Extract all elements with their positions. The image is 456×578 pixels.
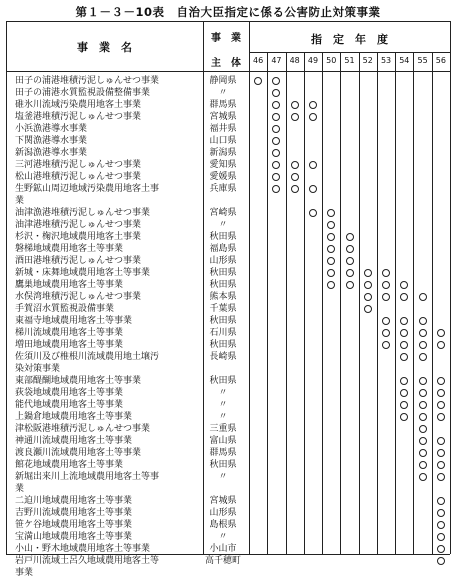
designation-mark-46 <box>254 77 262 85</box>
designation-mark-56 <box>437 329 445 337</box>
year-header-52: 52 <box>362 56 373 65</box>
designation-mark-50 <box>327 221 335 229</box>
project-entity: 〃 <box>218 412 228 422</box>
project-name: 宝満山地域農用地客土等事業 <box>15 532 133 542</box>
project-name: 磐梯地域農用地客土等事業 <box>15 244 124 254</box>
project-name: 下関漁港導水事業 <box>15 136 88 146</box>
project-entity: 熊本県 <box>209 292 237 302</box>
designation-mark-56 <box>437 389 445 397</box>
designation-mark-47 <box>272 113 280 121</box>
designation-mark-55 <box>419 341 427 349</box>
designation-mark-48 <box>291 161 299 169</box>
designation-mark-52 <box>364 281 372 289</box>
project-col-header: 事 業 名 <box>77 41 132 54</box>
project-entity: 秋田県 <box>209 232 237 242</box>
designation-mark-51 <box>346 245 354 253</box>
project-name: 酒田港堆積汚泥しゅんせつ事業 <box>15 256 142 266</box>
designation-mark-54 <box>400 377 408 385</box>
project-name: 笹ケ谷地域農用地客土等事業 <box>15 520 133 530</box>
year-col-divider <box>340 52 341 554</box>
designation-mark-50 <box>327 209 335 217</box>
project-entity: 秋田県 <box>209 340 237 350</box>
project-name: 田子の浦港水質監視設備整備事業 <box>15 88 151 98</box>
designation-mark-56 <box>437 437 445 445</box>
designation-mark-47 <box>272 185 280 193</box>
project-name: 能代地域農用地客土等事業 <box>15 400 124 410</box>
project-name: 新堀出来川上流地域農用地客土等事 <box>15 472 160 482</box>
project-name: 杉沢・椈沢地域農用地客土事業 <box>15 232 142 242</box>
project-entity: 〃 <box>218 472 228 482</box>
years-group-header: 指 定 年 度 <box>311 33 388 46</box>
project-name: 油津港堆積汚泥しゅんせつ事業 <box>15 220 142 230</box>
year-header-47: 47 <box>271 56 282 65</box>
designation-mark-49 <box>309 185 317 193</box>
project-entity: 〃 <box>218 220 228 230</box>
year-col-divider <box>377 52 378 554</box>
designation-mark-54 <box>400 389 408 397</box>
designation-mark-50 <box>327 245 335 253</box>
designation-mark-48 <box>291 113 299 121</box>
designation-mark-54 <box>400 329 408 337</box>
year-col-divider <box>322 52 323 554</box>
designation-mark-56 <box>437 497 445 505</box>
designation-mark-50 <box>327 269 335 277</box>
project-entity: 兵庫県 <box>209 184 237 194</box>
year-col-divider <box>395 52 396 554</box>
designation-mark-55 <box>419 437 427 445</box>
designation-mark-47 <box>272 101 280 109</box>
project-name: 手賀沼水質監視設備事業 <box>15 304 115 314</box>
project-entity: 福島県 <box>209 244 237 254</box>
year-header-48: 48 <box>289 56 300 65</box>
project-name: 東福寺地域農用地客土等事業 <box>15 316 133 326</box>
designation-mark-47 <box>272 125 280 133</box>
project-name: 水俣湾堆積汚泥しゅんせつ事業 <box>15 292 142 302</box>
designation-mark-47 <box>272 137 280 145</box>
designation-mark-50 <box>327 281 335 289</box>
designation-mark-51 <box>346 269 354 277</box>
project-name: 東部醍醐地域農用地客土等事業 <box>15 376 142 386</box>
year-col-divider <box>413 52 414 554</box>
designation-mark-53 <box>382 293 390 301</box>
designation-mark-56 <box>437 341 445 349</box>
project-name-continuation: 染対策事業 <box>15 364 61 374</box>
year-col-divider <box>267 52 268 554</box>
project-entity: 石川県 <box>209 328 237 338</box>
project-entity: 山形県 <box>209 508 237 518</box>
project-name: 上鍋倉地域農用地客土等事業 <box>15 412 133 422</box>
year-col-divider <box>286 52 287 554</box>
project-entity: 小山市 <box>209 544 237 554</box>
year-group-divider <box>249 52 450 53</box>
designation-mark-48 <box>291 185 299 193</box>
designation-mark-55 <box>419 401 427 409</box>
project-entity: 愛媛県 <box>209 172 237 182</box>
designation-mark-55 <box>419 377 427 385</box>
designation-mark-55 <box>419 389 427 397</box>
designation-mark-49 <box>309 101 317 109</box>
project-name: 荻袋地域農用地客土等事業 <box>15 388 124 398</box>
designation-mark-55 <box>419 293 427 301</box>
project-entity: 群馬県 <box>209 448 237 458</box>
designation-mark-51 <box>346 281 354 289</box>
designation-mark-47 <box>272 77 280 85</box>
designation-mark-55 <box>419 425 427 433</box>
project-entity: 〃 <box>218 532 228 542</box>
designation-mark-55 <box>419 461 427 469</box>
project-name: 鷹巣地域農用地客土等事業 <box>15 280 124 290</box>
designation-mark-47 <box>272 173 280 181</box>
designation-mark-52 <box>364 305 372 313</box>
project-entity: 長崎県 <box>209 352 237 362</box>
designation-mark-49 <box>309 113 317 121</box>
project-name: 増田地域農用地客土等事業 <box>15 340 124 350</box>
project-name: 小浜漁港導水事業 <box>15 124 88 134</box>
project-name: 吉野川流域農用地客土等事業 <box>15 508 133 518</box>
project-entity: 宮崎県 <box>209 208 237 218</box>
project-name: 生野鉱山周辺地域汚染農用地客土事 <box>15 184 160 194</box>
table-bottom-border <box>6 554 450 555</box>
project-entity: 秋田県 <box>209 280 237 290</box>
project-entity: 秋田県 <box>209 316 237 326</box>
project-name-continuation: 業 <box>15 484 25 494</box>
designation-mark-50 <box>327 233 335 241</box>
project-entity: 島根県 <box>209 520 237 530</box>
designation-mark-50 <box>327 257 335 265</box>
designation-mark-56 <box>437 533 445 541</box>
designation-mark-56 <box>437 401 445 409</box>
designation-mark-47 <box>272 149 280 157</box>
project-name: 岩戸川流域土呂久地域農用地客土等 <box>15 556 160 566</box>
project-entity: 秋田県 <box>209 460 237 470</box>
year-header-50: 50 <box>326 56 337 65</box>
project-entity: 秋田県 <box>209 268 237 278</box>
designation-mark-53 <box>382 329 390 337</box>
project-name: 佐須川及び椎根川流域農用地土壌汚 <box>15 352 160 362</box>
designation-mark-54 <box>400 281 408 289</box>
project-entity: 高千穂町 <box>204 556 241 566</box>
project-name: 津松阪港堆積汚泥しゅんせつ事業 <box>15 424 151 434</box>
designation-mark-55 <box>419 413 427 421</box>
designation-mark-56 <box>437 473 445 481</box>
project-name: 田子の浦港堆積汚泥しゅんせつ事業 <box>15 76 160 86</box>
project-name: 神通川流域農用地客土等事業 <box>15 436 133 446</box>
year-col-divider <box>359 52 360 554</box>
project-entity: 山口県 <box>209 136 237 146</box>
project-entity: 〃 <box>218 388 228 398</box>
designation-mark-47 <box>272 89 280 97</box>
entity-col-divider <box>249 21 250 554</box>
year-header-54: 54 <box>399 56 410 65</box>
project-entity: 千葉県 <box>209 304 237 314</box>
designation-mark-55 <box>419 317 427 325</box>
designation-mark-54 <box>400 413 408 421</box>
designation-mark-56 <box>437 461 445 469</box>
table-title: 第１－３－10表 自治大臣指定に係る公害防止対策事業 <box>75 5 381 19</box>
designation-mark-54 <box>400 293 408 301</box>
project-entity: 富山県 <box>209 436 237 446</box>
project-entity: 静岡県 <box>209 76 237 86</box>
project-name: 梯川流域農用地客土等事業 <box>15 328 124 338</box>
designation-mark-53 <box>382 317 390 325</box>
designation-mark-51 <box>346 233 354 241</box>
year-col-divider <box>304 52 305 554</box>
project-entity: 山形県 <box>209 256 237 266</box>
project-name: 小山・野木地域農用地客土等事業 <box>15 544 151 554</box>
project-entity: 群馬県 <box>209 100 237 110</box>
pollution-projects-table <box>6 21 450 578</box>
designation-mark-54 <box>400 353 408 361</box>
project-name-continuation: 事業 <box>15 568 34 578</box>
designation-mark-54 <box>400 401 408 409</box>
project-name: 塩釜港堆積汚泥しゅんせつ事業 <box>15 112 142 122</box>
entity-col-header-bottom: 主 体 <box>211 58 241 69</box>
designation-mark-49 <box>309 209 317 217</box>
designation-mark-48 <box>291 101 299 109</box>
designation-mark-52 <box>364 293 372 301</box>
year-header-55: 55 <box>417 56 428 65</box>
project-entity: 〃 <box>218 400 228 410</box>
project-entity: 愛知県 <box>209 160 237 170</box>
designation-mark-51 <box>346 257 354 265</box>
entity-col-header-top: 事 業 <box>211 33 241 44</box>
project-name: 新城・床舞地域農用地客土等事業 <box>15 268 151 278</box>
designation-mark-53 <box>382 341 390 349</box>
designation-mark-54 <box>400 341 408 349</box>
year-header-49: 49 <box>307 56 319 65</box>
designation-mark-48 <box>291 173 299 181</box>
designation-mark-56 <box>437 521 445 529</box>
year-col-divider <box>432 52 433 554</box>
project-name: 松山港堆積汚泥しゅんせつ事業 <box>15 172 142 182</box>
designation-mark-55 <box>419 449 427 457</box>
project-name: 碓氷川流域汚染農用地客土事業 <box>15 100 142 110</box>
designation-mark-54 <box>400 317 408 325</box>
year-header-46: 46 <box>253 56 264 65</box>
project-entity: 秋田県 <box>209 376 237 386</box>
project-entity: 三重県 <box>209 424 237 434</box>
project-name: 館花地域農用地客土等事業 <box>15 460 124 470</box>
designation-mark-56 <box>437 545 445 553</box>
project-name: 二迫川地域農用地客土等事業 <box>15 496 133 506</box>
project-entity: 宮城県 <box>209 496 237 506</box>
year-header-53: 53 <box>380 56 392 65</box>
project-name: 新潟漁港導水事業 <box>15 148 88 158</box>
designation-mark-49 <box>309 161 317 169</box>
table-left-border <box>6 21 7 554</box>
designation-mark-47 <box>272 161 280 169</box>
project-entity: 福井県 <box>209 124 237 134</box>
table-top-border <box>6 21 450 22</box>
header-bottom-border <box>6 71 450 72</box>
designation-mark-56 <box>437 557 445 565</box>
designation-mark-52 <box>364 269 372 277</box>
year-header-56: 56 <box>435 56 446 65</box>
designation-mark-53 <box>382 281 390 289</box>
project-name: 油津漁港堆積汚泥しゅんせつ事業 <box>15 208 151 218</box>
project-name-continuation: 業 <box>15 196 25 206</box>
year-header-51: 51 <box>344 56 355 65</box>
designation-mark-53 <box>382 269 390 277</box>
designation-mark-55 <box>419 473 427 481</box>
designation-mark-55 <box>419 353 427 361</box>
project-name: 渡良瀬川流域農用地客土等事業 <box>15 448 142 458</box>
designation-mark-56 <box>437 509 445 517</box>
project-name: 三河港堆積汚泥しゅんせつ事業 <box>15 160 142 170</box>
designation-mark-56 <box>437 377 445 385</box>
project-entity: 〃 <box>218 88 228 98</box>
designation-mark-56 <box>437 449 445 457</box>
project-entity: 新潟県 <box>209 148 237 158</box>
table-right-border <box>450 21 451 554</box>
designation-mark-55 <box>419 329 427 337</box>
project-entity: 宮城県 <box>209 112 237 122</box>
designation-mark-56 <box>437 413 445 421</box>
